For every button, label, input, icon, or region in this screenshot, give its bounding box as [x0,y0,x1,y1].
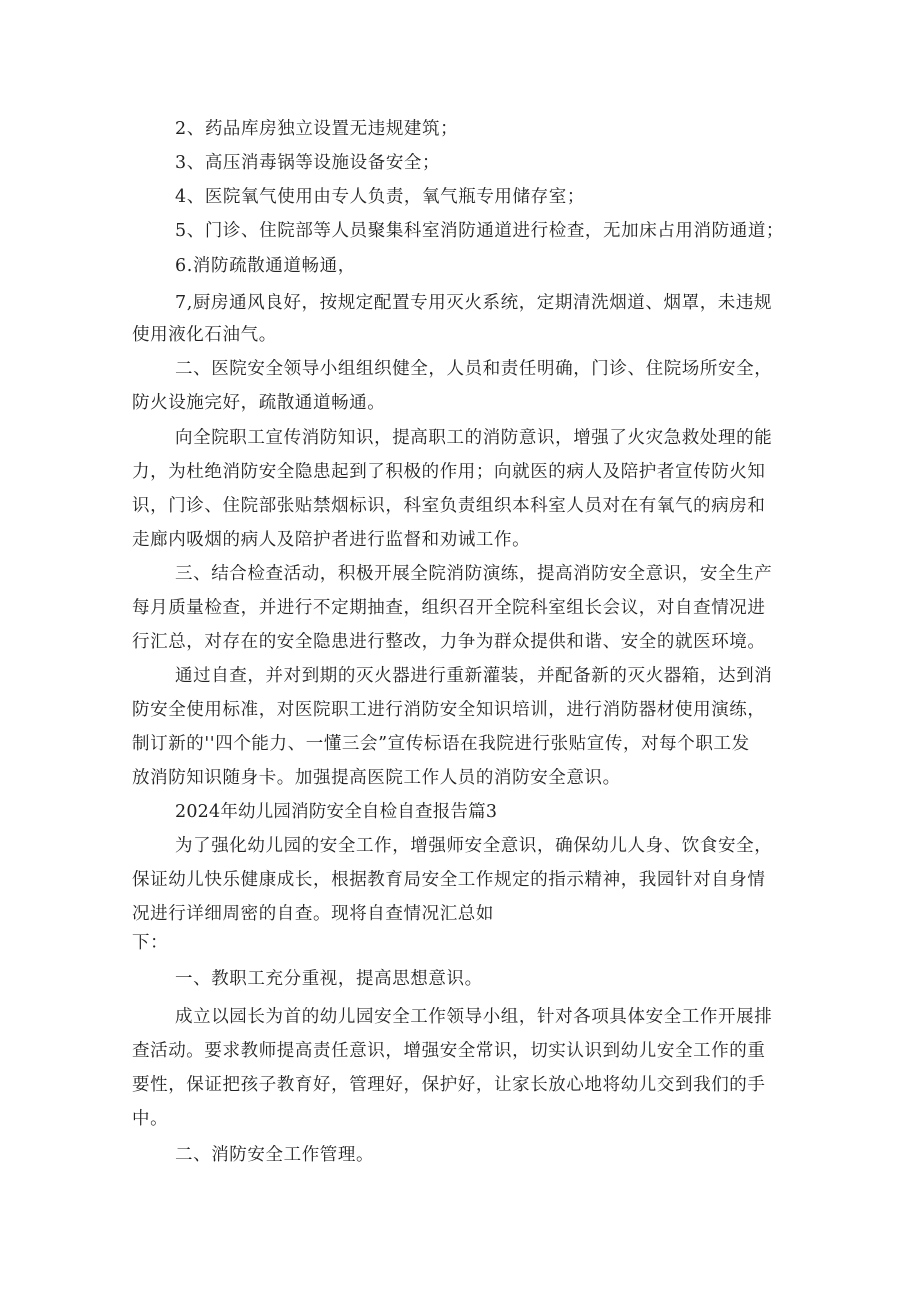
paragraph-line: 向全院职工宣传消防知识，提高职工的消防意识，增强了火灾急救处理的能 [175,428,773,448]
paragraph-line: 每月质量检查，并进行不定期抽查，组织召开全院科室组长会议，对自查情况进 [132,598,766,618]
paragraph-line: 通过自查，并对到期的灭火器进行重新灌装，并配备新的灭火器箱，达到消 [175,666,773,686]
section-heading-one: 一、教职工充分重视，提高思想意识。 [175,969,483,989]
paragraph-line: 走廊内吸烟的病人及陪护者进行监督和劝诫工作。 [132,530,531,550]
paragraph-line: 保证幼儿快乐健康成长，根据教育局安全工作规定的指示精神，我园针对自身情 [132,870,766,890]
paragraph-line: 为了强化幼儿园的安全工作，增强师安全意识，确保幼儿人身、饮食安全， [175,836,773,856]
list-item-4: 4、医院氧气使用由专人负责，氧气瓶专用储存室； [175,187,585,207]
section-three-line: 三、结合检查活动，积极开展全院消防演练，提高消防安全意识，安全生产 [175,564,773,584]
paragraph-line: 中。 [132,1109,169,1129]
paragraph-line: 况进行详细周密的自查。现将自查情况汇总如 [132,904,494,924]
paragraph-line: 制订新的''四个能力、一懂三会”宣传标语在我院进行张贴宣传，对每个职工发 [132,734,750,754]
paragraph-line: 要性，保证把孩子教育好，管理好，保护好，让家长放心地将幼儿交到我们的手 [132,1075,766,1095]
paragraph-line: 防火设施完好，疏散通道畅通。 [132,393,386,413]
list-item-5: 5、门诊、住院部等人员聚集科室消防通道进行检查，无加床占用消防通道； [175,221,785,241]
list-item-2: 2、药品库房独立设置无违规建筑； [175,119,459,139]
paragraph-line: 行汇总，对存在的安全隐患进行整改，力争为群众提供和谐、安全的就医环境。 [132,632,766,652]
list-item-3: 3、高压消毒锅等设施设备安全； [175,153,441,173]
paragraph-line: 查活动。要求教师提高责任意识，增强安全常识，切实认识到幼儿安全工作的重 [132,1041,766,1061]
report-heading: 2024年幼儿园消防安全自检自查报告篇3 [175,802,498,822]
paragraph-line: 使用液化石油气。 [132,325,277,345]
paragraph-line: 成立以园长为首的幼儿园安全工作领导小组，针对各项具体安全工作开展排 [175,1007,773,1027]
list-item-7: 7,厨房通风良好，按规定配置专用灭火系统，定期清洗烟道、烟罩，未违规 [175,293,773,313]
list-item-6: 6.消防疏散通道畅通， [175,256,356,276]
paragraph-line: 放消防知识随身卡。加强提高医院工作人员的消防安全意识。 [132,768,621,788]
paragraph-line: 力，为杜绝消防安全隐患起到了积极的作用；向就医的病人及陪护者宣传防火知 [132,462,766,482]
paragraph-line: 防安全使用标准，对医院职工进行消防安全知识培训，进行消防器材使用演练， [132,700,766,720]
paragraph-line: 识，门诊、住院部张贴禁烟标识，科室负责组织本科室人员对在有氧气的病房和 [132,496,766,516]
paragraph-line: 下： [132,933,169,953]
section-two-line: 二、医院安全领导小组组织健全，人员和责任明确，门诊、住院场所安全， [175,359,773,379]
section-heading-two: 二、消防安全工作管理。 [175,1145,375,1165]
